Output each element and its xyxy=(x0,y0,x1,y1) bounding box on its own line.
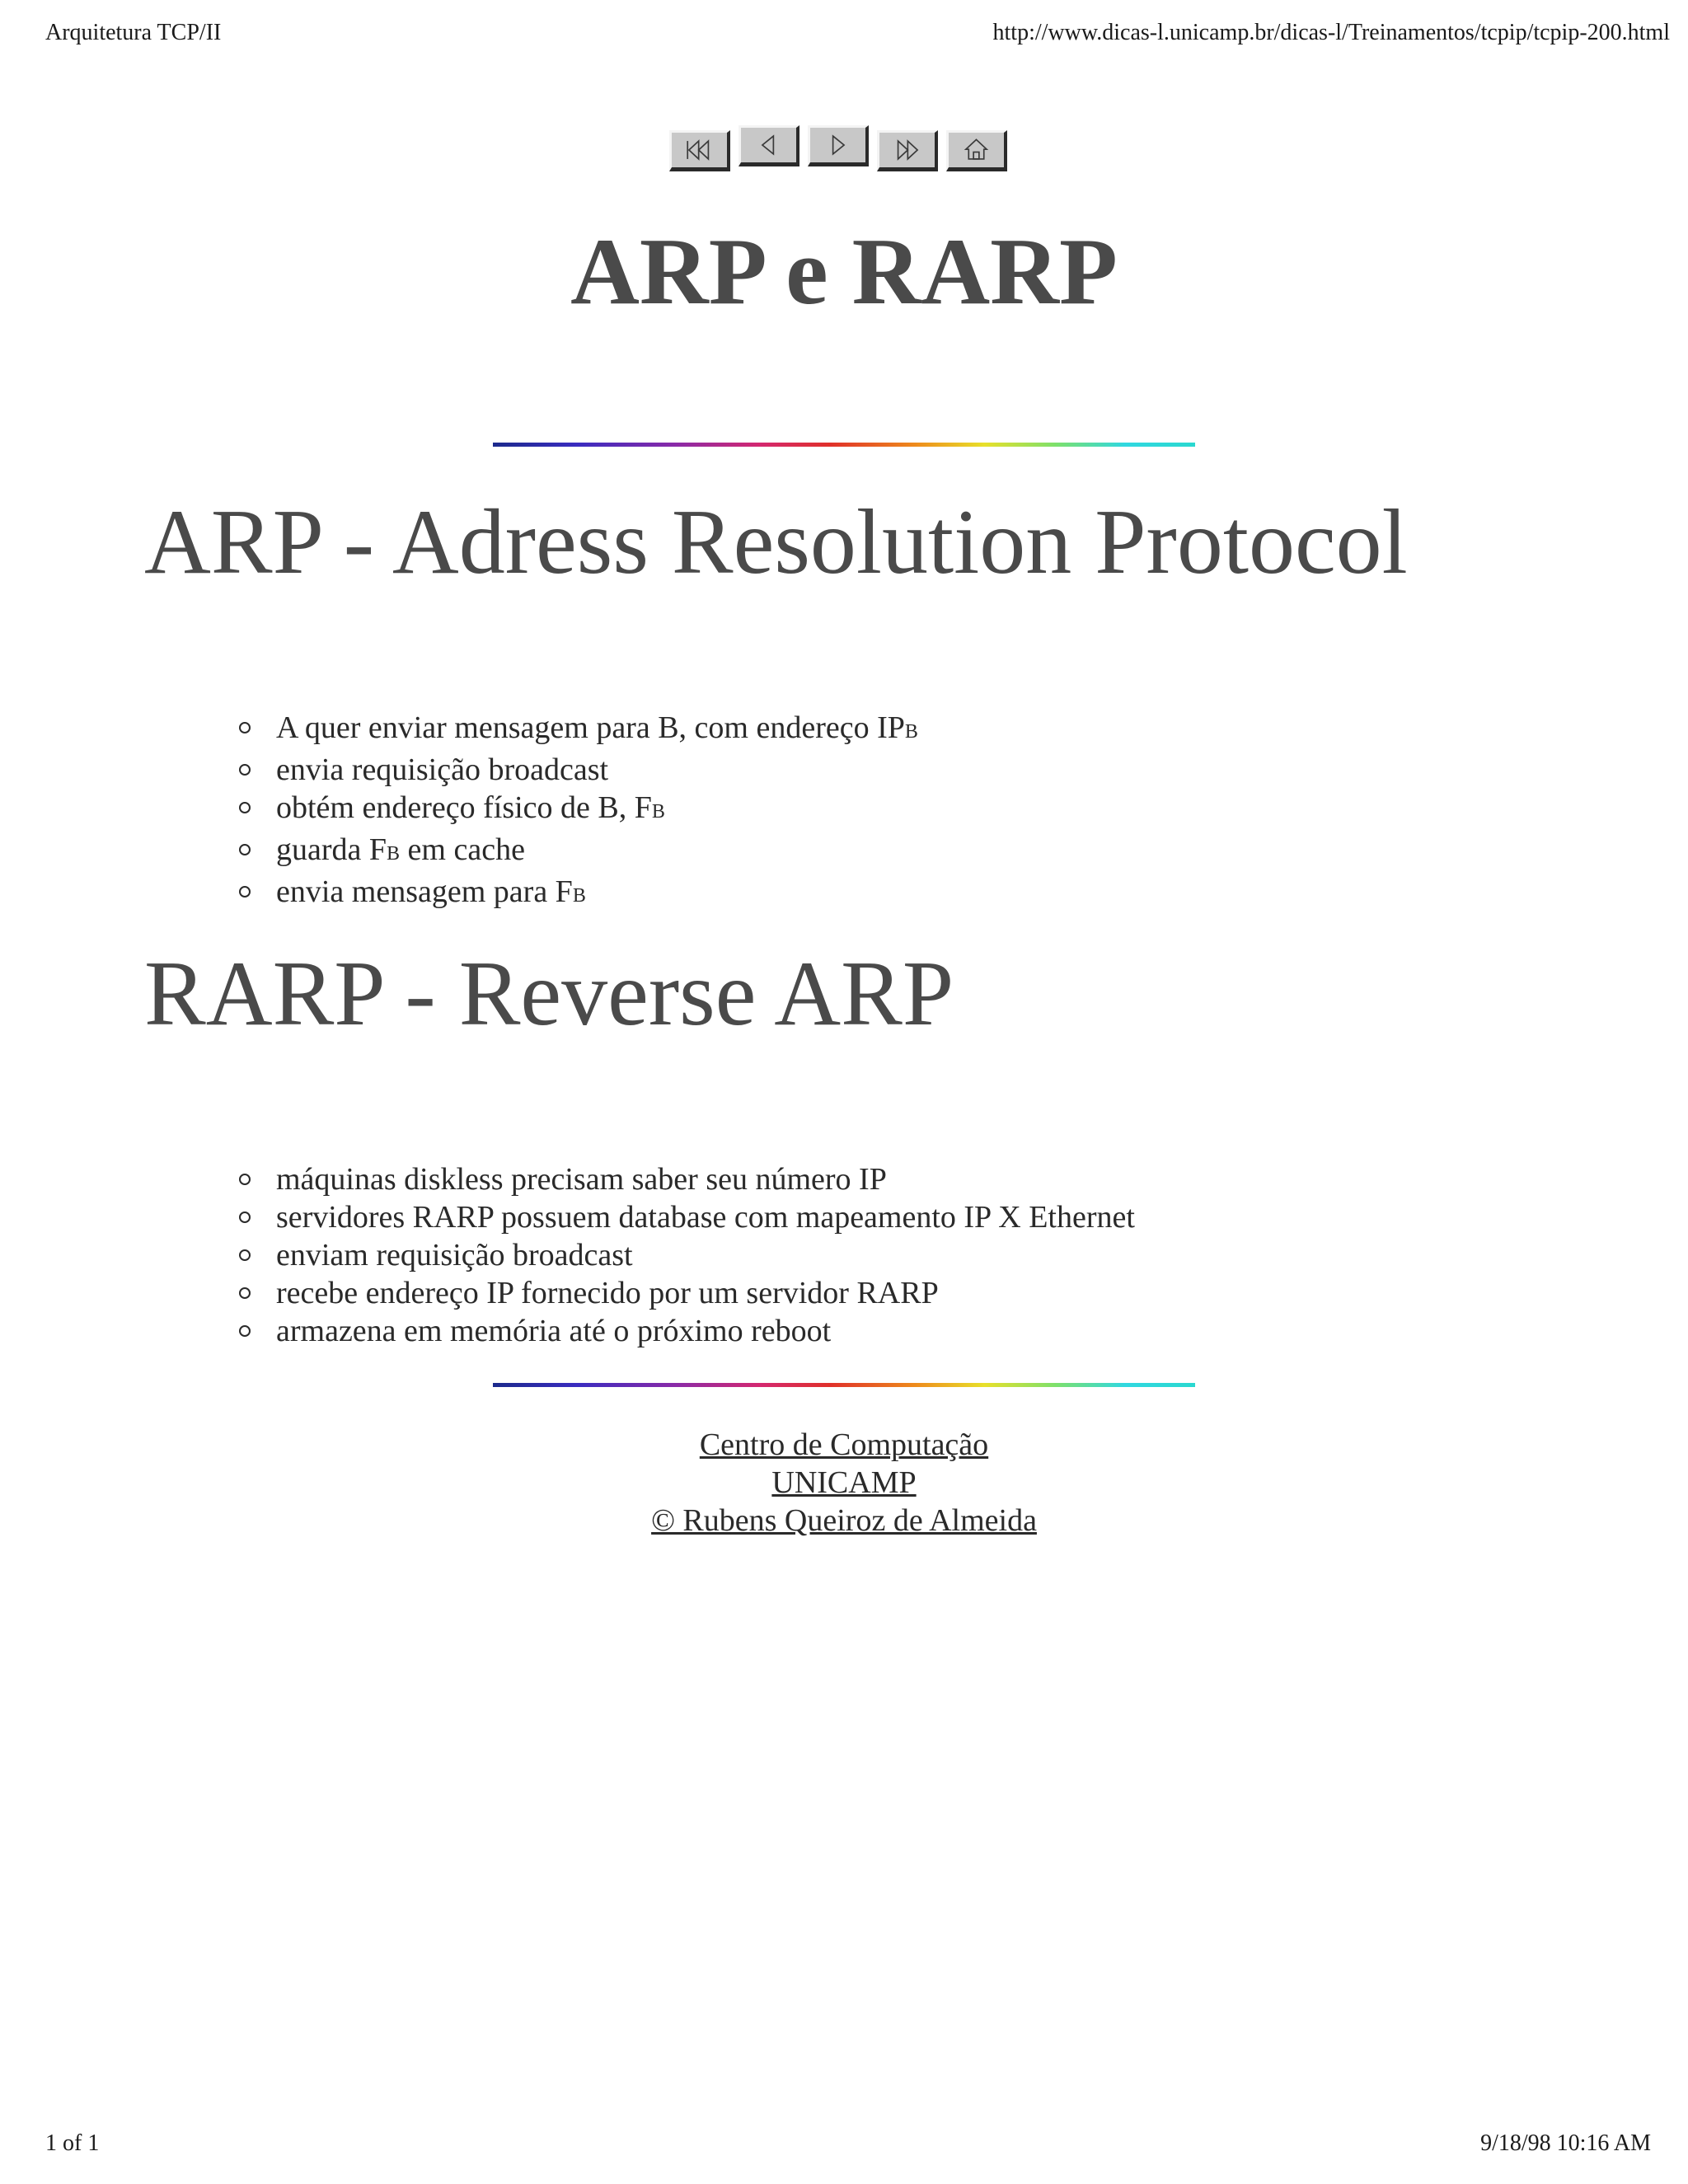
triangle-left-icon xyxy=(741,128,796,162)
home-button[interactable] xyxy=(946,130,1007,171)
triangle-right-icon xyxy=(810,128,865,162)
unicamp-link[interactable]: UNICAMP xyxy=(771,1465,917,1500)
print-header-url: http://www.dicas-l.unicamp.br/dicas-l/Treinamentos/tcpip/tcpip-200.html xyxy=(992,20,1670,45)
last-page-button[interactable] xyxy=(877,130,938,171)
list-item: armazena em memória até o próximo reboot xyxy=(239,1312,1135,1350)
author-link[interactable]: © Rubens Queiroz de Almeida xyxy=(651,1503,1037,1538)
home-icon xyxy=(949,133,1004,167)
navigation-bar xyxy=(669,125,1015,175)
credits xyxy=(0,1426,1688,1540)
fast-forward-icon xyxy=(879,133,935,167)
next-page-button[interactable] xyxy=(808,125,869,166)
previous-page-button[interactable] xyxy=(738,125,799,166)
arp-list xyxy=(239,709,918,915)
list-item: envia mensagem para FB xyxy=(239,873,918,915)
list-item: enviam requisição broadcast xyxy=(239,1236,1135,1274)
list-item: envia requisição broadcast xyxy=(239,751,918,789)
page-title: ARP e RARP xyxy=(570,219,1118,325)
first-page-button[interactable] xyxy=(669,130,730,171)
print-footer-datetime: 9/18/98 10:16 AM xyxy=(1480,2130,1651,2156)
list-item: recebe endereço IP fornecido por um servidor RARP xyxy=(239,1274,1135,1312)
print-header-title: Arquitetura TCP/II xyxy=(45,20,222,45)
rarp-list xyxy=(239,1160,1135,1350)
list-item: A quer enviar mensagem para B, com endereço IPB xyxy=(239,709,918,751)
rewind-icon xyxy=(672,133,727,167)
list-item: máquinas diskless precisam saber seu número IP xyxy=(239,1160,1135,1198)
arp-heading: ARP - Adress Resolution Protocol xyxy=(144,491,1408,593)
list-item: servidores RARP possuem database com mapeamento IP X Ethernet xyxy=(239,1198,1135,1236)
bottom-divider xyxy=(493,1383,1195,1387)
top-divider xyxy=(493,443,1195,447)
rarp-heading: RARP - Reverse ARP xyxy=(144,943,954,1045)
list-item: guarda FB em cache xyxy=(239,831,918,873)
print-footer-page: 1 of 1 xyxy=(45,2130,100,2156)
centro-computacao-link[interactable]: Centro de Computação xyxy=(699,1427,989,1462)
list-item: obtém endereço físico de B, FB xyxy=(239,789,918,831)
